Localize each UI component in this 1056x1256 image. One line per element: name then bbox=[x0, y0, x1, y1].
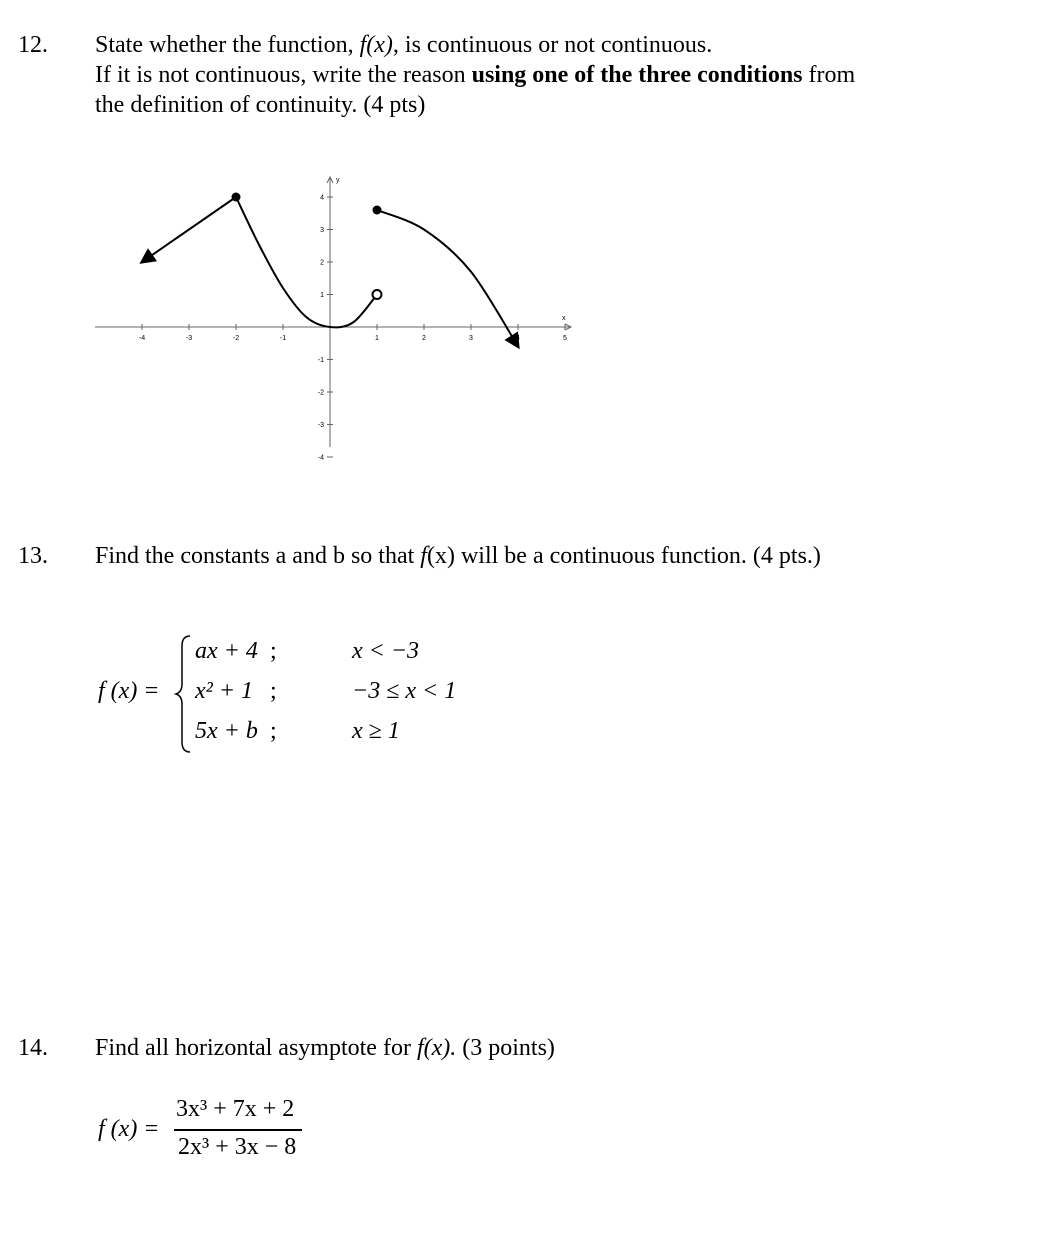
graph-segment-3 bbox=[377, 210, 518, 347]
x-tick-label: 1 bbox=[375, 335, 379, 342]
open-endpoint bbox=[373, 290, 382, 299]
y-tick-label: 3 bbox=[320, 227, 324, 234]
y-tick-label: -2 bbox=[317, 389, 324, 397]
function-graph bbox=[90, 170, 580, 490]
y-axis-label: y bbox=[336, 177, 340, 184]
y-tick-label: 2 bbox=[320, 259, 324, 267]
question-13-number: 13. bbox=[18, 543, 48, 569]
question-12-line-3: the definition of continuity. (4 pts) bbox=[95, 92, 426, 118]
piece-cond-1: x < −3 bbox=[352, 638, 420, 664]
y-tick-label: -4 bbox=[317, 454, 324, 462]
rational-denominator: 2x³ + 3x − 8 bbox=[178, 1134, 297, 1160]
x-tick-label: 4 bbox=[516, 335, 520, 342]
piecewise-lhs: f (x) = bbox=[98, 678, 160, 704]
piece-sep-1: ; bbox=[270, 638, 277, 664]
piece-row-1: ax + 4 bbox=[195, 638, 258, 664]
y-tick-label: -1 bbox=[317, 357, 324, 364]
piece-cond-2: −3 ≤ x < 1 bbox=[352, 678, 457, 704]
piece-cond-3: x ≥ 1 bbox=[352, 718, 400, 744]
piece-row-2: x² + 1 bbox=[195, 678, 254, 704]
question-14-number: 14. bbox=[18, 1035, 48, 1061]
rational-lhs: f (x) = bbox=[98, 1116, 160, 1142]
y-tick-label: 1 bbox=[320, 292, 324, 299]
closed-endpoint bbox=[373, 206, 382, 215]
question-12-line-1: State whether the function, f(x), is continuous or not continuous. bbox=[95, 32, 713, 58]
x-tick-label: 3 bbox=[469, 335, 473, 342]
x-tick-label: 2 bbox=[422, 335, 426, 342]
question-12-line-2: If it is not continuous, write the reason using one of the three conditions from bbox=[95, 62, 856, 88]
y-tick-label: 4 bbox=[320, 194, 324, 202]
x-tick-label: 5 bbox=[563, 335, 567, 342]
x-tick-label: -1 bbox=[279, 335, 287, 342]
question-13-text: Find the constants a and b so that f(x) will be a continuous function. (4 pts.) bbox=[95, 543, 821, 569]
graph-segment-2 bbox=[236, 194, 377, 327]
question-12-text bbox=[95, 30, 1045, 120]
rational-numerator: 3x³ + 7x + 2 bbox=[176, 1096, 295, 1122]
y-tick-label: -3 bbox=[317, 422, 324, 429]
x-tick-label: -3 bbox=[185, 335, 193, 342]
piece-sep-2: ; bbox=[270, 678, 277, 704]
x-tick-label: -2 bbox=[232, 335, 240, 342]
piece-row-3: 5x + b bbox=[195, 718, 258, 744]
fraction-bar bbox=[174, 1129, 302, 1131]
x-tick-label: -4 bbox=[138, 335, 146, 342]
question-14-text: Find all horizontal asymptote for f(x). (3 points) bbox=[95, 1035, 555, 1061]
piece-sep-3: ; bbox=[270, 718, 277, 744]
closed-endpoint bbox=[232, 193, 241, 202]
x-axis-label: x bbox=[562, 315, 566, 322]
piecewise-brace bbox=[174, 634, 194, 754]
graph-segment-1 bbox=[142, 197, 236, 262]
question-12-number: 12. bbox=[18, 32, 48, 58]
